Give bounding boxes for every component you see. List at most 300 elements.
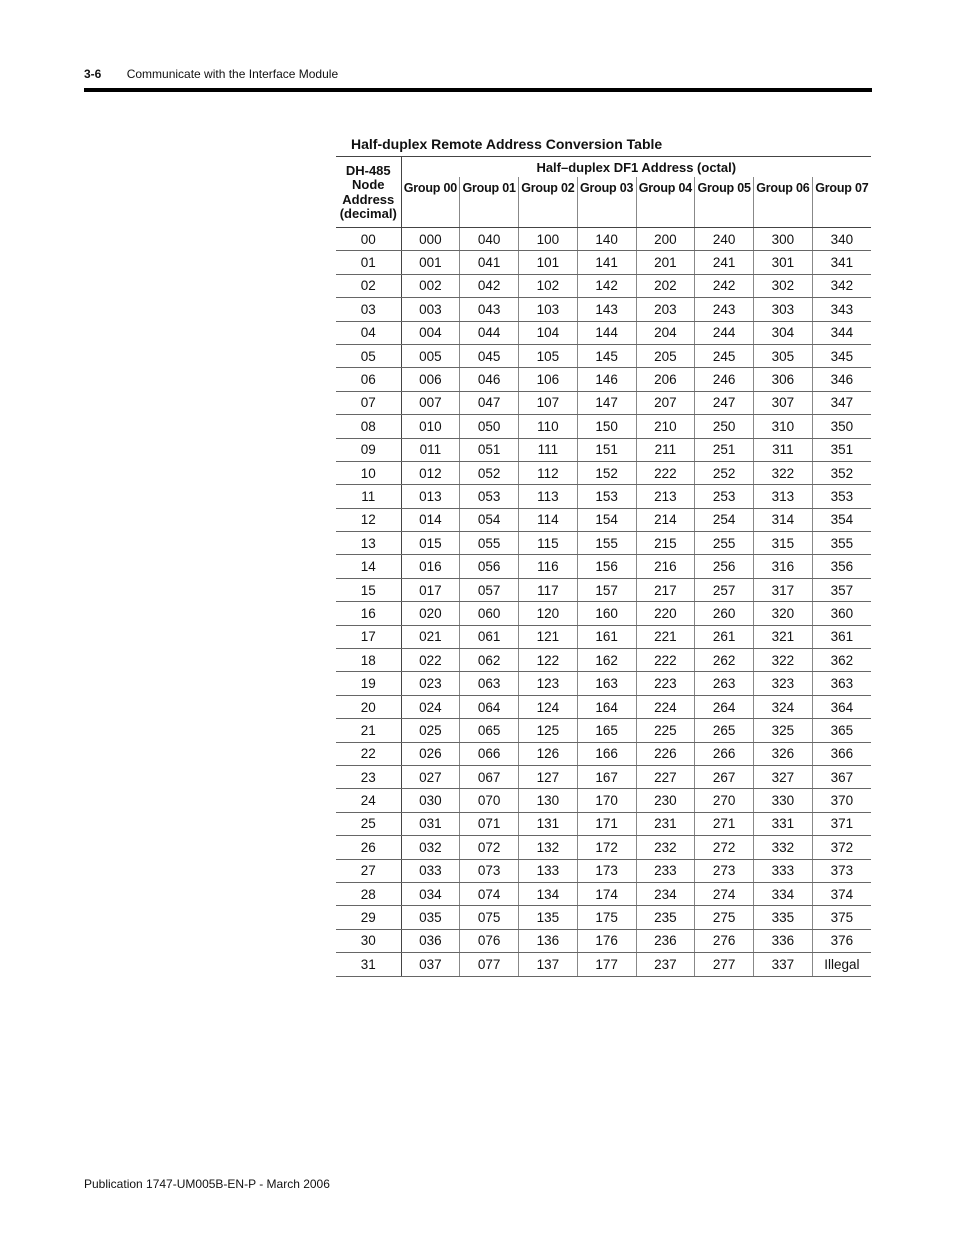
df1-address-cell: Illegal [812, 953, 871, 976]
df1-address-cell: 356 [812, 555, 871, 578]
df1-address-cell: 255 [695, 532, 754, 555]
df1-address-cell: 071 [460, 812, 519, 835]
df1-address-cell: 241 [695, 251, 754, 274]
df1-address-cell: 101 [519, 251, 578, 274]
df1-address-cell: 357 [812, 578, 871, 601]
df1-address-cell: 066 [460, 742, 519, 765]
df1-address-cell: 156 [577, 555, 636, 578]
df1-address-cell: 367 [812, 765, 871, 788]
df1-address-cell: 220 [636, 602, 695, 625]
df1-address-cell: 314 [754, 508, 813, 531]
df1-address-cell: 047 [460, 391, 519, 414]
table-row [336, 836, 871, 859]
df1-address-cell: 004 [401, 321, 460, 344]
df1-address-cell: 341 [812, 251, 871, 274]
table-row [336, 625, 871, 648]
address-conversion-table [336, 156, 871, 977]
df1-address-cell: 342 [812, 274, 871, 297]
df1-address-cell: 150 [577, 415, 636, 438]
table-row [336, 251, 871, 274]
df1-address-cell: 273 [695, 859, 754, 882]
df1-address-cell: 166 [577, 742, 636, 765]
df1-address-cell: 145 [577, 344, 636, 367]
df1-address-cell: 114 [519, 508, 578, 531]
df1-address-cell: 302 [754, 274, 813, 297]
df1-address-cell: 203 [636, 298, 695, 321]
df1-address-cell: 000 [401, 228, 460, 251]
df1-address-cell: 277 [695, 953, 754, 976]
table-row [336, 298, 871, 321]
df1-address-cell: 165 [577, 719, 636, 742]
table-row [336, 649, 871, 672]
table-row [336, 368, 871, 391]
df1-address-cell: 044 [460, 321, 519, 344]
df1-address-cell: 225 [636, 719, 695, 742]
table-row [336, 695, 871, 718]
df1-address-cell: 235 [636, 906, 695, 929]
df1-address-cell: 236 [636, 929, 695, 952]
df1-address-cell: 326 [754, 742, 813, 765]
table-row [336, 415, 871, 438]
df1-address-cell: 333 [754, 859, 813, 882]
df1-address-cell: 107 [519, 391, 578, 414]
df1-address-cell: 020 [401, 602, 460, 625]
df1-address-cell: 310 [754, 415, 813, 438]
df1-address-cell: 131 [519, 812, 578, 835]
df1-address-cell: 343 [812, 298, 871, 321]
df1-address-cell: 117 [519, 578, 578, 601]
table-row [336, 882, 871, 905]
df1-address-cell: 251 [695, 438, 754, 461]
df1-address-cell: 102 [519, 274, 578, 297]
df1-address-cell: 025 [401, 719, 460, 742]
df1-address-cell: 164 [577, 695, 636, 718]
df1-address-cell: 116 [519, 555, 578, 578]
df1-address-cell: 246 [695, 368, 754, 391]
df1-address-cell: 007 [401, 391, 460, 414]
table-row [336, 789, 871, 812]
df1-address-cell: 322 [754, 649, 813, 672]
df1-address-cell: 355 [812, 532, 871, 555]
df1-address-cell: 331 [754, 812, 813, 835]
df1-address-cell: 003 [401, 298, 460, 321]
df1-address-cell: 232 [636, 836, 695, 859]
df1-address-cell: 261 [695, 625, 754, 648]
df1-address-cell: 161 [577, 625, 636, 648]
df1-address-cell: 146 [577, 368, 636, 391]
node-address-cell: 24 [336, 789, 401, 812]
node-address-cell: 29 [336, 906, 401, 929]
df1-address-cell: 127 [519, 765, 578, 788]
df1-address-cell: 034 [401, 882, 460, 905]
df1-address-cell: 365 [812, 719, 871, 742]
df1-address-cell: 263 [695, 672, 754, 695]
node-address-cell: 08 [336, 415, 401, 438]
node-address-cell: 19 [336, 672, 401, 695]
df1-address-cell: 265 [695, 719, 754, 742]
df1-address-cell: 350 [812, 415, 871, 438]
df1-address-cell: 001 [401, 251, 460, 274]
df1-address-cell: 170 [577, 789, 636, 812]
group-header: Group 03 [577, 177, 636, 228]
df1-address-cell: 366 [812, 742, 871, 765]
df1-address-cell: 141 [577, 251, 636, 274]
table-row [336, 765, 871, 788]
df1-address-cell: 032 [401, 836, 460, 859]
node-address-cell: 09 [336, 438, 401, 461]
table-row [336, 812, 871, 835]
df1-address-cell: 177 [577, 953, 636, 976]
df1-address-cell: 230 [636, 789, 695, 812]
table-row [336, 719, 871, 742]
df1-address-cell: 126 [519, 742, 578, 765]
df1-address-cell: 323 [754, 672, 813, 695]
df1-address-cell: 370 [812, 789, 871, 812]
df1-address-cell: 147 [577, 391, 636, 414]
df1-address-cell: 304 [754, 321, 813, 344]
df1-address-cell: 274 [695, 882, 754, 905]
node-address-cell: 03 [336, 298, 401, 321]
df1-address-cell: 252 [695, 461, 754, 484]
node-header-line: Address [342, 191, 395, 207]
df1-address-cell: 334 [754, 882, 813, 905]
df1-address-cell: 072 [460, 836, 519, 859]
df1-address-cell: 137 [519, 953, 578, 976]
table-row [336, 274, 871, 297]
df1-address-cell: 067 [460, 765, 519, 788]
group-header: Group 01 [460, 177, 519, 228]
df1-address-cell: 124 [519, 695, 578, 718]
df1-address-cell: 041 [460, 251, 519, 274]
df1-address-cell: 211 [636, 438, 695, 461]
df1-address-cell: 122 [519, 649, 578, 672]
df1-address-cell: 353 [812, 485, 871, 508]
df1-address-cell: 303 [754, 298, 813, 321]
df1-address-cell: 054 [460, 508, 519, 531]
df1-address-cell: 256 [695, 555, 754, 578]
table-row [336, 461, 871, 484]
df1-address-cell: 226 [636, 742, 695, 765]
df1-address-cell: 140 [577, 228, 636, 251]
node-address-cell: 07 [336, 391, 401, 414]
df1-address-cell: 344 [812, 321, 871, 344]
df1-address-cell: 125 [519, 719, 578, 742]
df1-address-cell: 242 [695, 274, 754, 297]
df1-address-cell: 352 [812, 461, 871, 484]
df1-address-cell: 316 [754, 555, 813, 578]
node-address-cell: 02 [336, 274, 401, 297]
df1-address-cell: 340 [812, 228, 871, 251]
df1-address-cell: 372 [812, 836, 871, 859]
df1-address-cell: 011 [401, 438, 460, 461]
df1-address-cell: 175 [577, 906, 636, 929]
df1-address-cell: 064 [460, 695, 519, 718]
node-address-cell: 10 [336, 461, 401, 484]
table-row [336, 485, 871, 508]
df1-address-cell: 017 [401, 578, 460, 601]
node-address-cell: 00 [336, 228, 401, 251]
df1-address-cell: 364 [812, 695, 871, 718]
group-header: Group 06 [754, 177, 813, 228]
df1-address-cell: 014 [401, 508, 460, 531]
page-number: 3-6 [84, 67, 102, 81]
df1-address-cell: 270 [695, 789, 754, 812]
df1-address-cell: 174 [577, 882, 636, 905]
df1-address-cell: 345 [812, 344, 871, 367]
df1-address-cell: 111 [519, 438, 578, 461]
node-header-line: Node [352, 177, 385, 192]
df1-address-cell: 132 [519, 836, 578, 859]
node-address-cell: 12 [336, 508, 401, 531]
df1-address-cell: 036 [401, 929, 460, 952]
node-address-cell: 21 [336, 719, 401, 742]
node-address-cell: 05 [336, 344, 401, 367]
table-row [336, 672, 871, 695]
group-header: Group 05 [695, 177, 754, 228]
df1-address-cell: 257 [695, 578, 754, 601]
node-address-cell: 20 [336, 695, 401, 718]
df1-address-cell: 077 [460, 953, 519, 976]
df1-address-cell: 130 [519, 789, 578, 812]
df1-address-cell: 100 [519, 228, 578, 251]
df1-address-cell: 163 [577, 672, 636, 695]
df1-address-cell: 121 [519, 625, 578, 648]
node-address-cell: 18 [336, 649, 401, 672]
df1-address-cell: 162 [577, 649, 636, 672]
df1-address-cell: 210 [636, 415, 695, 438]
df1-address-cell: 250 [695, 415, 754, 438]
df1-address-cell: 240 [695, 228, 754, 251]
df1-address-cell: 176 [577, 929, 636, 952]
df1-address-cell: 207 [636, 391, 695, 414]
table-row [336, 929, 871, 952]
df1-address-cell: 234 [636, 882, 695, 905]
df1-address-cell: 267 [695, 765, 754, 788]
df1-address-cell: 325 [754, 719, 813, 742]
table-row [336, 906, 871, 929]
node-address-cell: 01 [336, 251, 401, 274]
df1-address-cell: 315 [754, 532, 813, 555]
df1-address-cell: 026 [401, 742, 460, 765]
table-row [336, 953, 871, 976]
df1-address-cell: 061 [460, 625, 519, 648]
df1-address-cell: 021 [401, 625, 460, 648]
node-address-cell: 26 [336, 836, 401, 859]
node-address-cell: 13 [336, 532, 401, 555]
table-body [336, 228, 871, 977]
df1-address-cell: 201 [636, 251, 695, 274]
df1-address-cell: 065 [460, 719, 519, 742]
df1-address-cell: 115 [519, 532, 578, 555]
df1-address-cell: 035 [401, 906, 460, 929]
df1-address-cell: 243 [695, 298, 754, 321]
df1-address-cell: 322 [754, 461, 813, 484]
publication-footer: Publication 1747-UM005B-EN-P - March 2006 [84, 1177, 330, 1191]
df1-address-cell: 272 [695, 836, 754, 859]
df1-address-cell: 275 [695, 906, 754, 929]
node-header-line: DH-485 [345, 162, 391, 178]
df1-address-cell: 313 [754, 485, 813, 508]
df1-address-cell: 237 [636, 953, 695, 976]
df1-address-cell: 016 [401, 555, 460, 578]
df1-address-cell: 231 [636, 812, 695, 835]
df1-address-cell: 260 [695, 602, 754, 625]
node-address-cell: 16 [336, 602, 401, 625]
df1-address-cell: 337 [754, 953, 813, 976]
table-row [336, 859, 871, 882]
node-address-cell: 15 [336, 578, 401, 601]
df1-address-cell: 354 [812, 508, 871, 531]
df1-address-cell: 135 [519, 906, 578, 929]
df1-address-cell: 110 [519, 415, 578, 438]
df1-address-cell: 057 [460, 578, 519, 601]
df1-address-cell: 264 [695, 695, 754, 718]
df1-address-cell: 233 [636, 859, 695, 882]
table-row [336, 578, 871, 601]
node-address-cell: 31 [336, 953, 401, 976]
df1-address-cell: 363 [812, 672, 871, 695]
df1-address-cell: 027 [401, 765, 460, 788]
df1-address-cell: 223 [636, 672, 695, 695]
df1-address-cell: 320 [754, 602, 813, 625]
table-row [336, 555, 871, 578]
df1-address-cell: 373 [812, 859, 871, 882]
node-address-cell: 11 [336, 485, 401, 508]
table-title: Half-duplex Remote Address Conversion Table [351, 136, 663, 152]
group-header: Group 07 [812, 177, 871, 228]
df1-address-cell: 013 [401, 485, 460, 508]
df1-address-cell: 056 [460, 555, 519, 578]
df1-address-cell: 375 [812, 906, 871, 929]
df1-address-cell: 134 [519, 882, 578, 905]
df1-address-cell: 317 [754, 578, 813, 601]
df1-address-cell: 155 [577, 532, 636, 555]
df1-address-cell: 037 [401, 953, 460, 976]
group-header: Group 00 [401, 177, 460, 228]
df1-address-cell: 227 [636, 765, 695, 788]
table-row [336, 532, 871, 555]
df1-address-cell: 346 [812, 368, 871, 391]
df1-address-cell: 276 [695, 929, 754, 952]
df1-address-cell: 005 [401, 344, 460, 367]
df1-address-cell: 216 [636, 555, 695, 578]
df1-address-cell: 063 [460, 672, 519, 695]
df1-address-cell: 171 [577, 812, 636, 835]
df1-address-cell: 143 [577, 298, 636, 321]
df1-address-cell: 153 [577, 485, 636, 508]
node-address-cell: 28 [336, 882, 401, 905]
df1-address-cell: 262 [695, 649, 754, 672]
table-row [336, 228, 871, 251]
df1-address-cell: 204 [636, 321, 695, 344]
df1-address-cell: 205 [636, 344, 695, 367]
df1-address-cell: 060 [460, 602, 519, 625]
df1-address-cell: 157 [577, 578, 636, 601]
df1-address-cell: 361 [812, 625, 871, 648]
df1-address-cell: 214 [636, 508, 695, 531]
table-row [336, 391, 871, 414]
df1-address-cell: 222 [636, 649, 695, 672]
node-address-cell: 14 [336, 555, 401, 578]
df1-address-cell: 347 [812, 391, 871, 414]
df1-address-cell: 374 [812, 882, 871, 905]
df1-address-cell: 152 [577, 461, 636, 484]
df1-address-cell: 074 [460, 882, 519, 905]
df1-address-cell: 154 [577, 508, 636, 531]
node-address-cell: 27 [336, 859, 401, 882]
df1-address-cell: 106 [519, 368, 578, 391]
df1-address-cell: 046 [460, 368, 519, 391]
df1-address-cell: 271 [695, 812, 754, 835]
df1-address-cell: 206 [636, 368, 695, 391]
node-address-cell: 22 [336, 742, 401, 765]
df1-address-cell: 327 [754, 765, 813, 788]
table-row [336, 742, 871, 765]
group-header: Group 02 [519, 177, 578, 228]
node-address-cell: 04 [336, 321, 401, 344]
df1-address-cell: 376 [812, 929, 871, 952]
table-row [336, 438, 871, 461]
df1-address-cell: 104 [519, 321, 578, 344]
df1-address-cell: 213 [636, 485, 695, 508]
df1-address-cell: 050 [460, 415, 519, 438]
df1-address-header: Half–duplex DF1 Address (octal) [401, 157, 871, 178]
df1-address-cell: 113 [519, 485, 578, 508]
df1-address-cell: 120 [519, 602, 578, 625]
df1-address-cell: 321 [754, 625, 813, 648]
df1-address-cell: 123 [519, 672, 578, 695]
df1-address-cell: 062 [460, 649, 519, 672]
df1-address-cell: 306 [754, 368, 813, 391]
df1-address-cell: 070 [460, 789, 519, 812]
df1-address-cell: 112 [519, 461, 578, 484]
node-address-cell: 06 [336, 368, 401, 391]
df1-address-cell: 360 [812, 602, 871, 625]
table-row [336, 344, 871, 367]
df1-address-cell: 160 [577, 602, 636, 625]
df1-address-cell: 332 [754, 836, 813, 859]
df1-address-cell: 173 [577, 859, 636, 882]
df1-address-cell: 144 [577, 321, 636, 344]
df1-address-cell: 136 [519, 929, 578, 952]
df1-address-cell: 324 [754, 695, 813, 718]
df1-address-cell: 133 [519, 859, 578, 882]
df1-address-cell: 002 [401, 274, 460, 297]
df1-address-cell: 300 [754, 228, 813, 251]
df1-address-cell: 075 [460, 906, 519, 929]
df1-address-cell: 371 [812, 812, 871, 835]
df1-address-cell: 200 [636, 228, 695, 251]
df1-address-cell: 031 [401, 812, 460, 835]
table-row [336, 321, 871, 344]
df1-address-cell: 311 [754, 438, 813, 461]
node-address-cell: 30 [336, 929, 401, 952]
df1-address-cell: 076 [460, 929, 519, 952]
df1-address-cell: 040 [460, 228, 519, 251]
page-header [84, 66, 338, 82]
df1-address-cell: 033 [401, 859, 460, 882]
df1-address-cell: 015 [401, 532, 460, 555]
df1-address-cell: 254 [695, 508, 754, 531]
df1-address-cell: 012 [401, 461, 460, 484]
df1-address-cell: 006 [401, 368, 460, 391]
df1-address-cell: 222 [636, 461, 695, 484]
df1-address-cell: 022 [401, 649, 460, 672]
table-row [336, 602, 871, 625]
df1-address-cell: 307 [754, 391, 813, 414]
df1-address-cell: 244 [695, 321, 754, 344]
df1-address-cell: 023 [401, 672, 460, 695]
